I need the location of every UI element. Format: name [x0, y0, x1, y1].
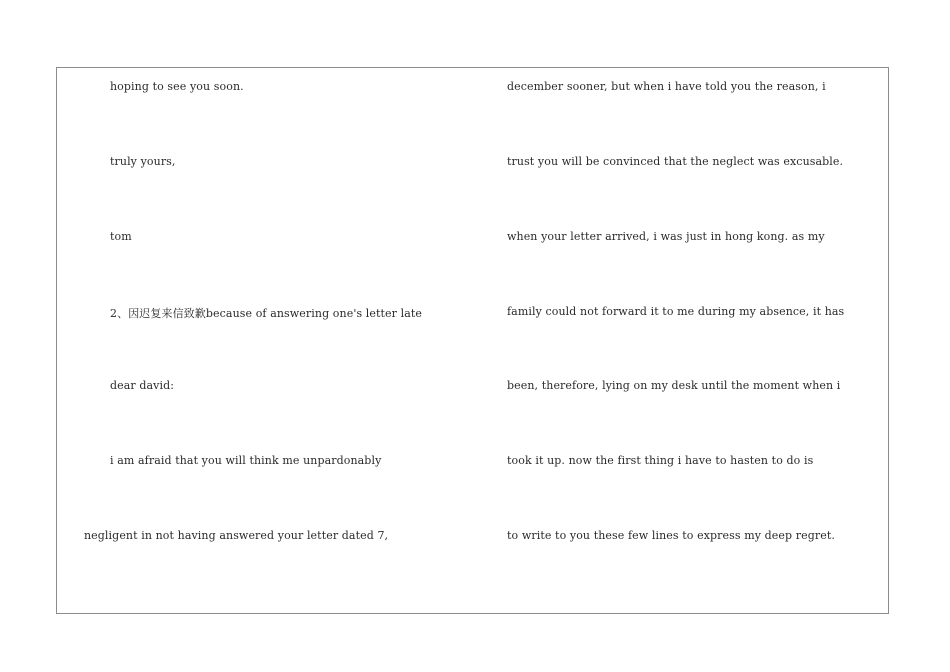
right-line-1: december sooner, but when i have told you the reason, i [507, 80, 826, 93]
right-line-2: trust you will be convinced that the neglect was excusable. [507, 155, 844, 168]
right-line-6: took it up. now the first thing i have to hasten to do is [507, 454, 814, 467]
left-line-1: hoping to see you soon. [110, 80, 244, 93]
left-line-2: truly yours, [110, 155, 176, 168]
left-line-6: i am afraid that you will think me unpardonably [110, 454, 382, 467]
right-line-3: when your letter arrived, i was just in hong kong. as my [507, 230, 825, 243]
right-line-4: family could not forward it to me during my absence, it has [507, 305, 845, 318]
left-line-7: negligent in not having answered your letter dated 7, [84, 529, 389, 542]
right-line-7: to write to you these few lines to express my deep regret. [507, 529, 835, 542]
right-line-5: been, therefore, lying on my desk until the moment when i [507, 379, 841, 392]
left-line-3: tom [110, 230, 132, 243]
left-line-4: 2、因迟复来信致歉because of answering one's letter late [110, 307, 423, 320]
left-line-5: dear david: [110, 379, 175, 392]
